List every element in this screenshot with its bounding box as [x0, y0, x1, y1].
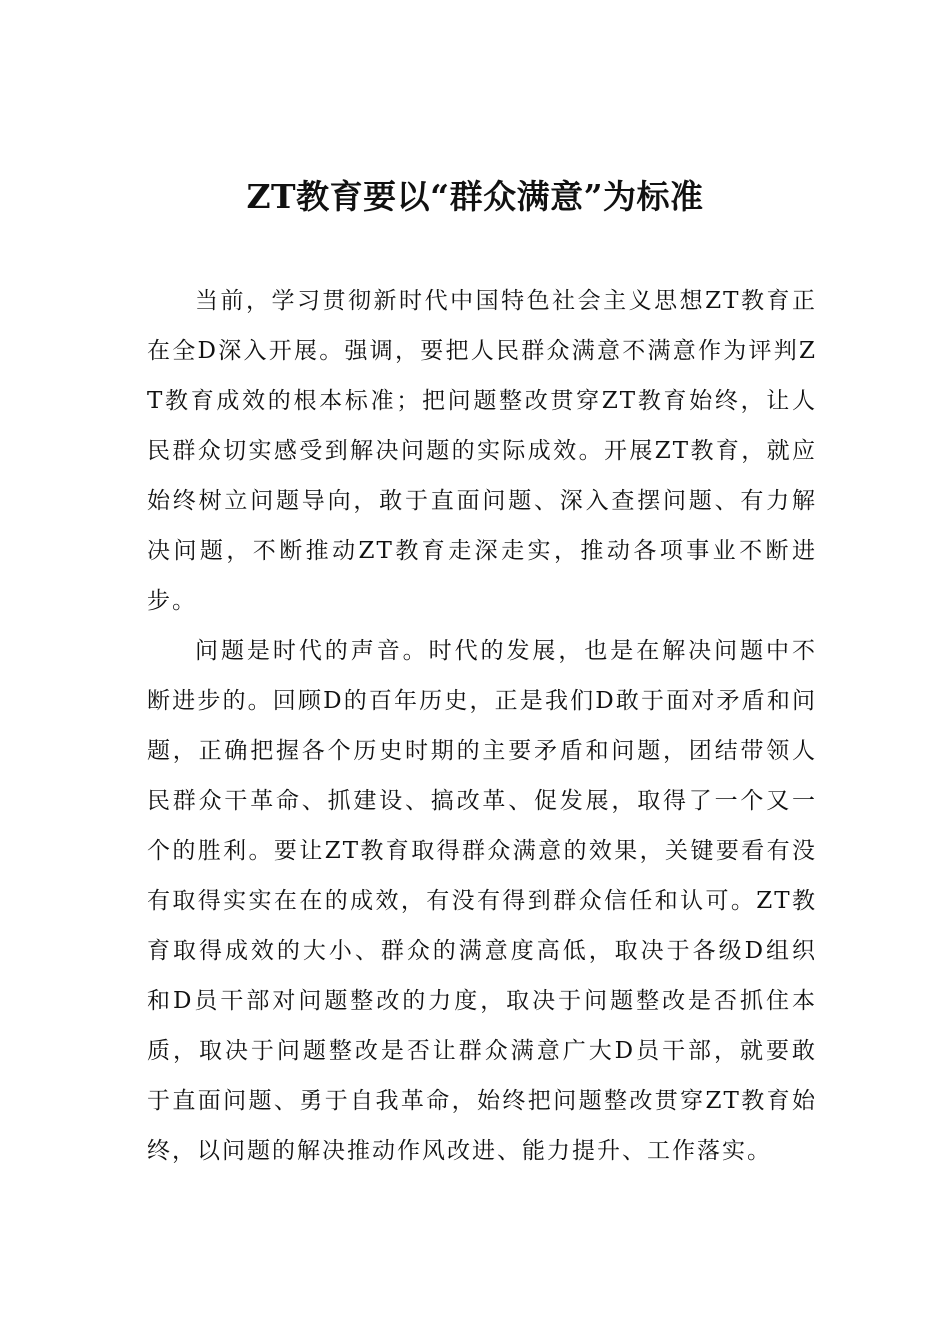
document-title: ZT教育要以“群众满意”为标准	[246, 177, 704, 216]
paragraph-1: 当前，学习贯彻新时代中国特色社会主义思想ZT教育正在全D深入开展。强调，要把人民群众满意不满意作为评判ZT教育成效的根本标准；把问题整改贯穿ZT教育始终，让人民群众切实感受到解决问题的实际成效。开展ZT教育，就应始终树立问题导向，敢于直面问题、深入查摆问题、有力解决问题，不断推动ZT教育走深走实，推动各项事业不断进步。	[147, 288, 817, 614]
document-body	[147, 276, 817, 1176]
paragraph-2: 问题是时代的声音。时代的发展，也是在解决问题中不断进步的。回顾D的百年历史，正是我们D敢于面对矛盾和问题，正确把握各个历史时期的主要矛盾和问题，团结带领人民群众干革命、抓建设、搞改革、促发展，取得了一个又一个的胜利。要让ZT教育取得群众满意的效果，关键要看有没有取得实实在在的成效，有没有得到群众信任和认可。ZT教育取得成效的大小、群众的满意度高低，取决于各级D组织和D员干部对问题整改的力度，取决于问题整改是否抓住本质，取决于问题整改是否让群众满意广大D员干部，就要敢于直面问题、勇于自我革命，始终把问题整改贯穿ZT教育始终，以问题的解决推动作风改进、能力提升、工作落实。	[147, 638, 817, 1164]
